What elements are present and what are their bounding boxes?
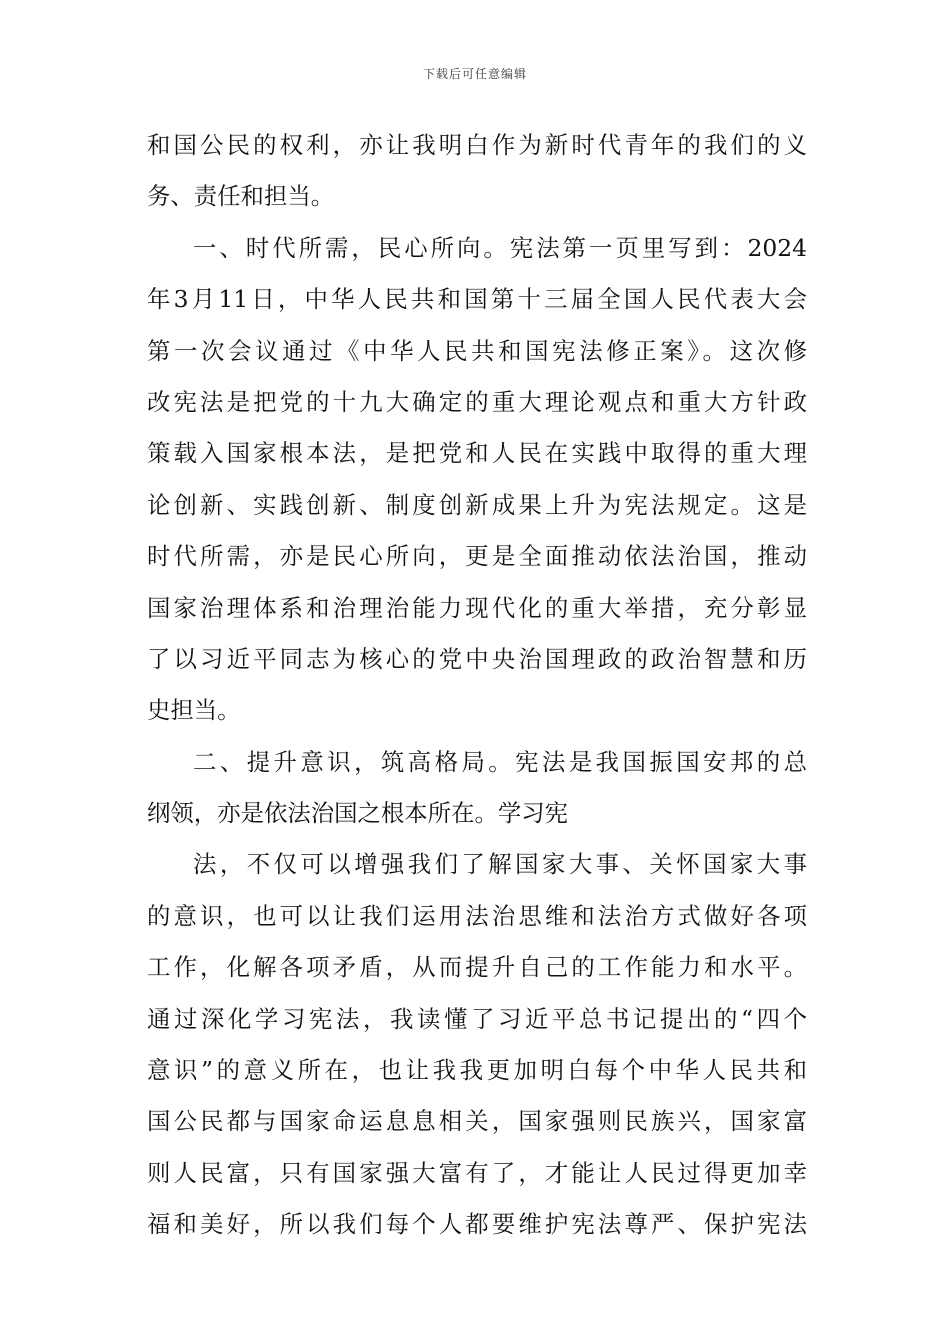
text-line: 年3月11日，中华人民共和国第十三届全国人民代表大会 [147,285,807,314]
text-line: 第一次会议通过《中华人民共和国宪法修正案》。这次修 [147,336,807,365]
text-line: 法，不仅可以增强我们了解国家大事、关怀国家大事 [193,850,807,879]
text-line: 史担当。 [147,696,241,725]
text-line: 的意识，也可以让我们运用法治思维和法治方式做好各项 [147,901,807,930]
text-line: 福和美好，所以我们每个人都要维护宪法尊严、保护宪法 [147,1210,807,1239]
text-line: 了以习近平同志为核心的党中央治国理政的政治智慧和历 [147,644,807,673]
text-line: 和国公民的权利，亦让我明白作为新时代青年的我们的义 [147,131,807,159]
text-line: 则人民富，只有国家强大富有了，才能让人民过得更加幸 [147,1158,807,1187]
text-line: 改宪法是把党的十九大确定的重大理论观点和重大方针政 [147,387,807,416]
text-line: 通过深化学习宪法，我读懂了习近平总书记提出的“四个 [147,1004,807,1033]
text-line: 国公民都与国家命运息息相关，国家强则民族兴，国家富 [147,1107,807,1136]
text-line: 论创新、实践创新、制度创新成果上升为宪法规定。这是 [147,490,807,519]
body-text [147,120,807,1251]
text-line: 时代所需，亦是民心所向，更是全面推动依法治国，推动 [147,542,807,571]
text-line: 务、责任和担当。 [147,182,335,211]
text-line: 工作，化解各项矛盾，从而提升自己的工作能力和水平。 [147,953,807,982]
text-line: 一、时代所需，民心所向。宪法第一页里写到：2024 [193,233,807,262]
text-line: 纲领，亦是依法治国之根本所在。学习宪 [147,799,569,828]
text-line: 二、提升意识，筑高格局。宪法是我国振国安邦的总 [193,747,807,776]
text-line: 意识”的意义所在，也让我我更加明白每个中华人民共和 [147,1056,807,1085]
page-header: 下载后可任意编辑 [422,67,527,81]
text-line: 国家治理体系和治理治能力现代化的重大举措，充分彰显 [147,593,807,622]
text-line: 策载入国家根本法，是把党和人民在实践中取得的重大理 [147,439,807,468]
